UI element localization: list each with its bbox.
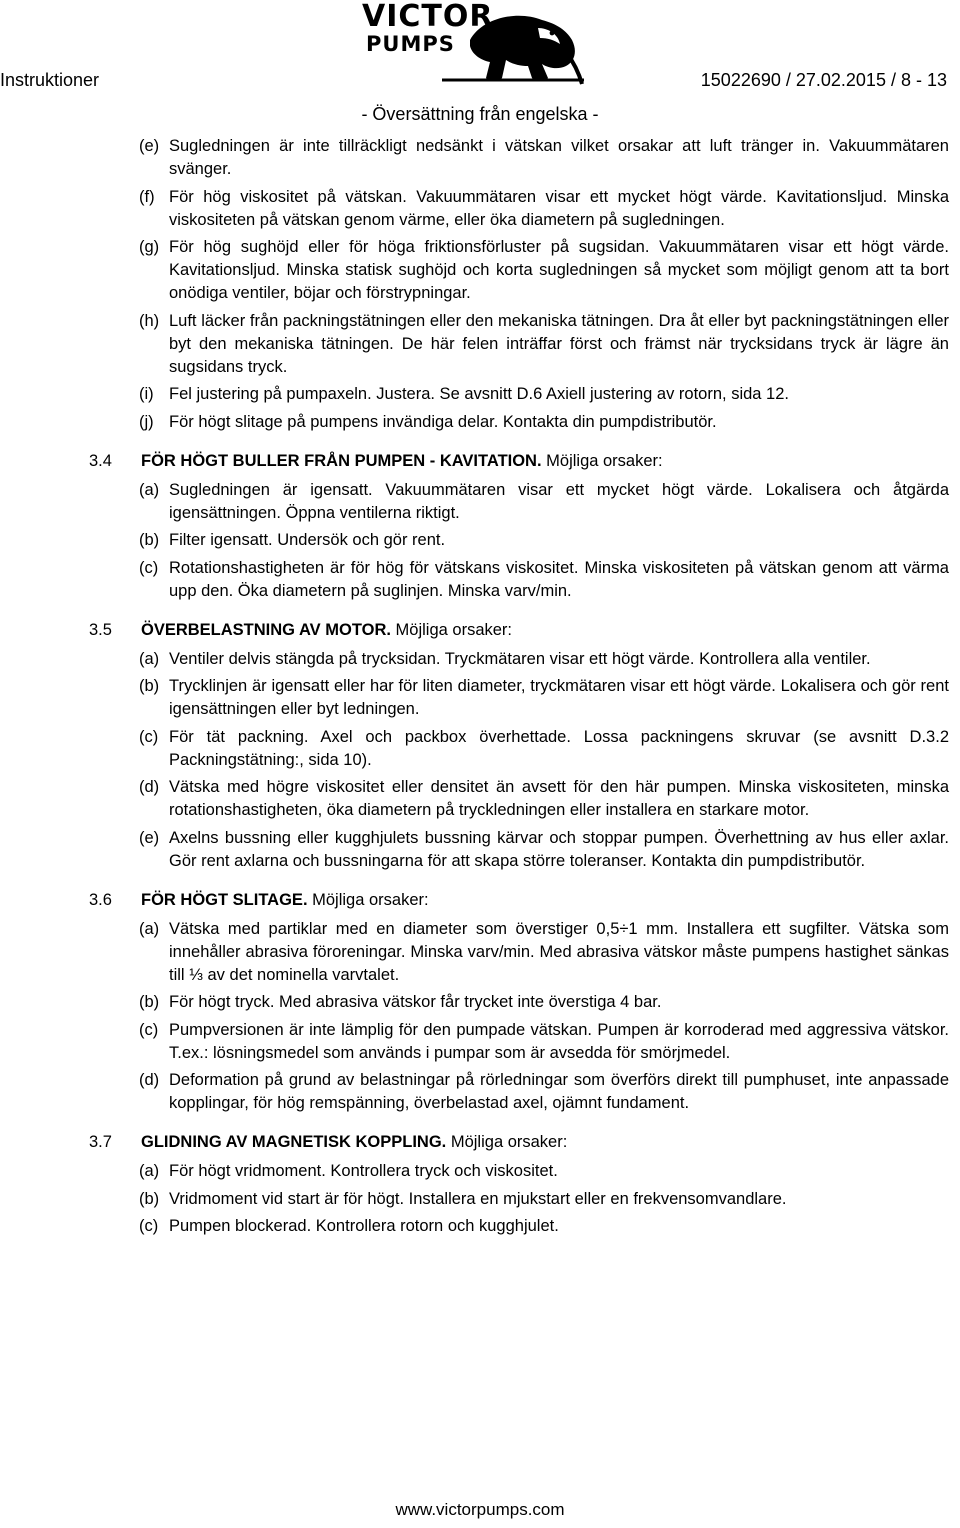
- list-item: [89, 991, 949, 1014]
- list-item: [89, 557, 949, 603]
- section-number: 3.4: [89, 451, 112, 470]
- item-label: (d): [139, 778, 160, 796]
- item-text: Rotationshastigheten är för hög för vätskans viskositet. Minska viskositeten på vätskan genom att värma upp den. Öka diametern på suglinjen. Minska varv/min.: [169, 558, 949, 600]
- intro-list: [89, 135, 949, 434]
- item-text: Luft läcker från packningstätningen eller den mekaniska tätningen. Dra åt eller byt packningstätningen eller byt den mekaniska tätningen. De här felen inträffar först och främst när trycksidans tryck är lägre än sugsidans tryck.: [169, 311, 949, 376]
- list-item: [89, 529, 949, 552]
- item-text: För hög viskositet på vätskan. Vakuummätaren visar ett mycket högt värde. Kavitationsljud. Minska viskositeten på vätskan genom värme, eller öka diametern på sugledningen.: [169, 187, 949, 229]
- section-heading: [89, 619, 949, 642]
- list-item: [89, 310, 949, 379]
- section-suffix: Möjliga orsaker:: [541, 451, 663, 470]
- item-label: (c): [139, 1020, 159, 1039]
- item-text: Sugledningen är igensatt. Vakuummätaren visar ett mycket högt värde. Lokalisera och åtgärda igensättningen. Öppna ventilerna riktigt.: [169, 480, 949, 522]
- list-item: [89, 186, 949, 232]
- logo-line1: VICTOR: [362, 0, 494, 34]
- list-item: [89, 1160, 949, 1183]
- list-item: [89, 675, 949, 721]
- section-title: ÖVERBELASTNING AV MOTOR.: [141, 620, 391, 639]
- item-text: Sugledningen är inte tillräckligt nedsänkt i vätskan vilket orsakar att luft tränger in. Vakuummätaren svänger.: [169, 137, 949, 178]
- list-item: [89, 648, 949, 671]
- section: [89, 889, 949, 1116]
- item-label: (h): [139, 311, 160, 330]
- section-number: 3.6: [89, 890, 112, 909]
- item-text: Vätska med högre viskositet eller densitet än avsett för den här pumpen. Minska viskositeten, minska rotationshastigheten, öka diametern på tryckledningen eller installera en starkare motor.: [169, 778, 949, 819]
- list-item: [89, 1215, 949, 1238]
- section-heading: [89, 450, 949, 473]
- document-body: [89, 135, 949, 1243]
- item-label: (f): [139, 187, 155, 206]
- item-text: Pumpen blockerad. Kontrollera rotorn och kugghjulet.: [169, 1217, 559, 1235]
- section-title: GLIDNING AV MAGNETISK KOPPLING.: [141, 1133, 447, 1151]
- item-text: För högt tryck. Med abrasiva vätskor får trycket inte överstiga 4 bar.: [169, 993, 662, 1011]
- item-text: Vätska med partiklar med en diameter som överstiger 0,5÷1 mm. Installera ett sugfilter. Vätska som innehåller abrasiva föroreningar. Minska varv/min. Med abrasiva vätskor måste pumpens hastighet sänkas till ⅓ av det nominella varvtalet.: [169, 919, 949, 984]
- footer-url: www.victorpumps.com: [395, 1500, 565, 1519]
- item-text: Filter igensatt. Undersök och gör rent.: [169, 531, 446, 549]
- item-label: (a): [139, 1162, 160, 1180]
- item-text: Vridmoment vid start är för högt. Installera en mjukstart eller en frekvensomvandlare.: [169, 1189, 787, 1208]
- section-number: 3.7: [89, 1133, 112, 1151]
- item-text: För tät packning. Axel och packbox överhettade. Lossa packningens skruvar (se avsnitt D.3.2 Packningstätning:, sida 10).: [169, 727, 949, 769]
- item-label: (g): [139, 238, 160, 256]
- header-right: 15022690 / 27.02.2015 / 8 - 13: [700, 70, 947, 90]
- item-label: (j): [139, 412, 154, 431]
- item-label: (b): [139, 993, 160, 1011]
- item-label: (e): [139, 828, 160, 847]
- section-number: 3.5: [89, 620, 112, 639]
- item-label: (c): [139, 1217, 159, 1235]
- subtitle: - Översättning från engelska -: [361, 104, 599, 124]
- header-left: Instruktioner: [0, 70, 100, 90]
- section: [89, 619, 949, 873]
- section-heading: [89, 889, 949, 912]
- list-item: [89, 479, 949, 525]
- list-item: [89, 411, 949, 434]
- item-text: Axelns bussning eller kugghjulets bussning kärvar och stoppar pumpen. Överhettning av hus eller axlar. Gör rent axlarna och bussningarna för att skapa större toleranser. Kontakta din pumpdistributör.: [169, 828, 949, 870]
- item-text: Deformation på grund av belastningar på rörledningar som överförs direkt till pumphuset, inte anpassade kopplingar, för hög remspänning, överbelastad axel, ojämnt fundament.: [169, 1071, 949, 1112]
- section-title: FÖR HÖGT SLITAGE.: [141, 890, 308, 909]
- item-text: Fel justering på pumpaxeln. Justera. Se avsnitt D.6 Axiell justering av rotorn, sida 12.: [169, 385, 789, 403]
- list-item: [89, 776, 949, 822]
- list-item: [89, 383, 949, 406]
- section: [89, 1131, 949, 1238]
- list-item: [89, 135, 949, 181]
- item-label: (b): [139, 531, 160, 549]
- item-text: För högt vridmoment. Kontrollera tryck och viskositet.: [169, 1162, 558, 1180]
- item-label: (i): [139, 385, 154, 403]
- item-label: (a): [139, 649, 160, 668]
- section-suffix: Möjliga orsaker:: [390, 620, 513, 639]
- list-item: [89, 1019, 949, 1065]
- item-label: (a): [139, 480, 160, 499]
- list-item: [89, 918, 949, 987]
- section-suffix: Möjliga orsaker:: [446, 1133, 568, 1151]
- item-text: För högt slitage på pumpens invändiga delar. Kontakta din pumpdistributör.: [169, 412, 717, 431]
- logo-line2: PUMPS: [366, 32, 455, 56]
- victor-pumps-logo: [352, 0, 584, 90]
- sections: [89, 450, 949, 1239]
- list-item: [89, 827, 949, 873]
- section: [89, 450, 949, 603]
- item-label: (a): [139, 919, 160, 938]
- item-text: För hög sughöjd eller för höga friktionsförluster på sugsidan. Vakuummätaren visar ett högt värde. Kavitationsljud. Minska statisk sughöjd och korta sugledningen så mycket som möjligt genom att ta bort onödiga ventiler, böjar och förstrypningar.: [169, 238, 949, 302]
- item-text: Pumpversionen är inte lämplig för den pumpade vätskan. Pumpen är korroderad med aggressiva vätskor. T.ex.: lösningsmedel som används i pumpar som är avsedda för smörjmedel.: [169, 1020, 949, 1062]
- item-label: (d): [139, 1071, 160, 1089]
- list-item: [89, 726, 949, 772]
- section-suffix: Möjliga orsaker:: [307, 890, 429, 909]
- list-item: [89, 1069, 949, 1115]
- item-label: (c): [139, 727, 159, 746]
- list-item: [89, 1188, 949, 1211]
- item-label: (b): [139, 677, 160, 695]
- list-item: [89, 236, 949, 305]
- item-label: (b): [139, 1189, 160, 1208]
- item-label: (c): [139, 558, 159, 577]
- section-title: FÖR HÖGT BULLER FRÅN PUMPEN - KAVITATION.: [141, 451, 542, 470]
- item-text: Ventiler delvis stängda på trycksidan. Tryckmätaren visar ett högt värde. Kontrollera alla ventiler.: [169, 649, 871, 668]
- item-text: Trycklinjen är igensatt eller har för liten diameter, tryckmätaren visar ett högt värde. Lokalisera och gör rent igensättningen eller byt ledningen.: [169, 677, 949, 718]
- section-heading: [89, 1131, 949, 1154]
- item-label: (e): [139, 137, 160, 155]
